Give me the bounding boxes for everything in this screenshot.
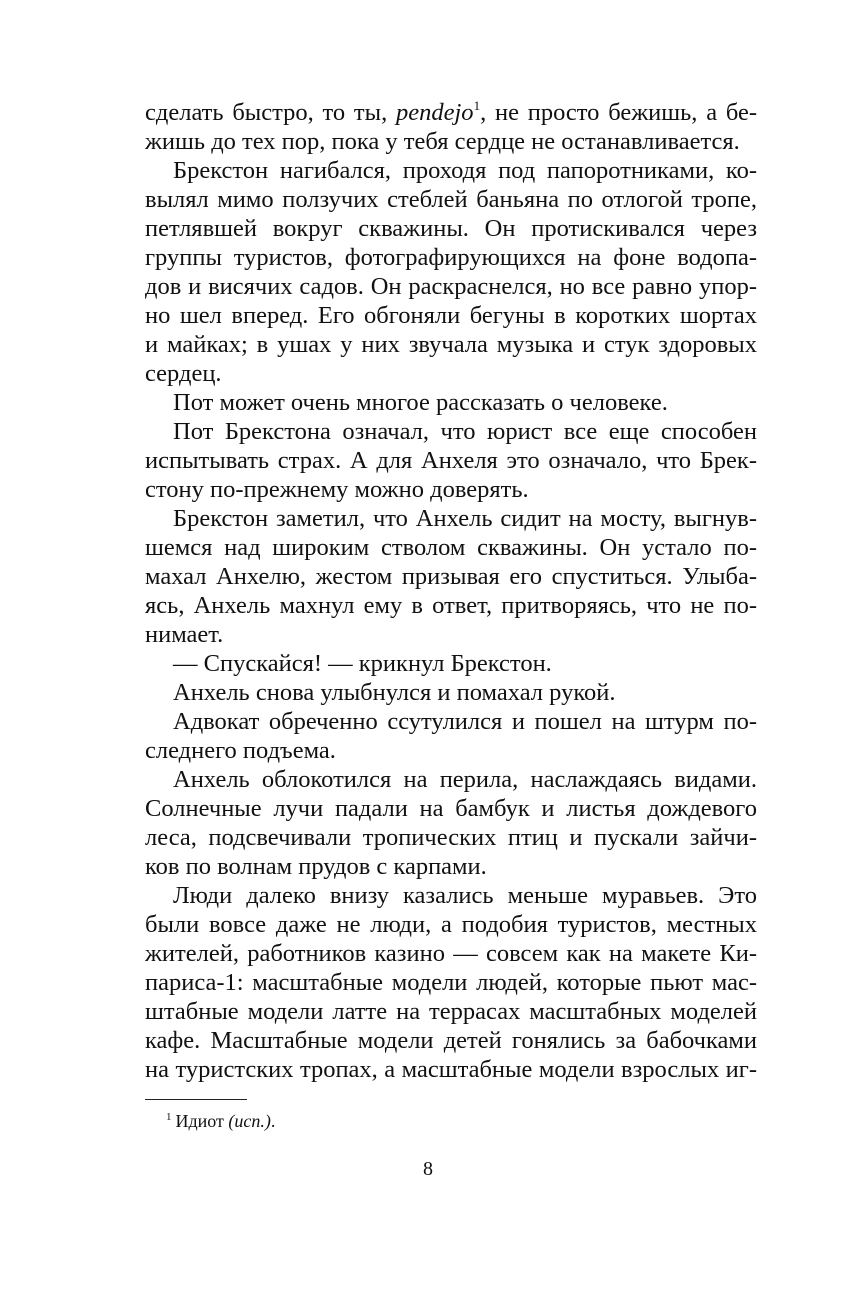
text-line: махал Анхелю, жестом призывая его спуститься. Улыба- (145, 563, 757, 590)
text-line: и майках; в ушах у них звучала музыка и стук здоровых (145, 331, 757, 358)
text-line: жишь до тех пор, пока у тебя сердце не останавливается. (145, 128, 740, 155)
footnote-divider (145, 1099, 247, 1100)
foreign-word: pendejo (396, 99, 474, 126)
text-line: петлявшей вокруг скважины. Он протискивался через (145, 215, 757, 242)
page-number: 8 (423, 1158, 433, 1180)
text-line: штабные модели латте на террасах масштабных моделей (145, 998, 757, 1025)
text-line: ясь, Анхель махнул ему в ответ, притворяясь, что не по- (145, 592, 757, 619)
text-line: Адвокат обреченно ссутулился и пошел на штурм по- (173, 708, 757, 735)
text-line: — Спускайся! — крикнул Брекстон. (173, 650, 552, 677)
text-line: были вовсе даже не люди, а подобия туристов, местных (145, 911, 757, 938)
text-line: вылял мимо ползучих стеблей баньяна по отлогой тропе, (145, 186, 757, 213)
text-line: сделать быстро, то ты, pendejo$^1$, не просто бежишь, а бе- (145, 98, 758, 126)
text-line: группы туристов, фотографирующихся на фоне водопа- (145, 244, 757, 271)
text-line: ков по волнам прудов с карпами. (145, 853, 487, 880)
text-line: Пот Брекстона означал, что юрист все еще способен (173, 418, 757, 445)
text-line: нимает. (145, 621, 224, 648)
text-line: Брекстон нагибался, проходя под папоротниками, ко- (173, 157, 757, 184)
text-line: сердец. (145, 360, 222, 387)
footnote-text: Идиот (175, 1111, 229, 1131)
text-line: Анхель снова улыбнулся и помахал рукой. (173, 679, 616, 706)
text-line: испытывать страх. А для Анхеля это означало, что Брек- (145, 447, 757, 474)
text-line: Пот может очень многое рассказать о человеке. (173, 389, 668, 416)
text-line: Анхель облокотился на перила, наслаждаясь видами. (173, 766, 757, 793)
footnote-reference: 1 (473, 98, 481, 113)
footnote-end: . (270, 1111, 276, 1131)
text-line: но шел вперед. Его обгоняли бегуны в коротких шортах (145, 302, 757, 329)
text-line: на туристских тропах, а масштабные модели взрослых иг- (145, 1056, 757, 1083)
text-line: жителей, работников казино — совсем как на макете Ки- (145, 940, 757, 967)
text-line: Брекстон заметил, что Анхель сидит на мосту, выгнув- (173, 505, 757, 532)
text-line: Люди далеко внизу казались меньше муравьев. Это (173, 882, 757, 909)
text-line: шемся над широким стволом скважины. Он устало по- (145, 534, 757, 561)
page-body (145, 98, 757, 1084)
text-line: следнего подъема. (145, 737, 336, 764)
text-line: стону по-прежнему можно доверять. (145, 476, 529, 503)
text-line: париса-1: масштабные модели людей, которые пьют мас- (145, 969, 757, 996)
footnote-mark: 1 (166, 1111, 172, 1123)
footnote (166, 1108, 275, 1134)
text-line: кафе. Масштабные модели детей гонялись за бабочками (145, 1027, 757, 1054)
text-line: Солнечные лучи падали на бамбук и листья дождевого (145, 795, 757, 822)
footnote-language-note: (исп.) (228, 1111, 271, 1131)
text-line: дов и висячих садов. Он раскраснелся, но все равно упор- (145, 273, 757, 300)
text-line: леса, подсвечивали тропических птиц и пускали зайчи- (145, 824, 757, 851)
